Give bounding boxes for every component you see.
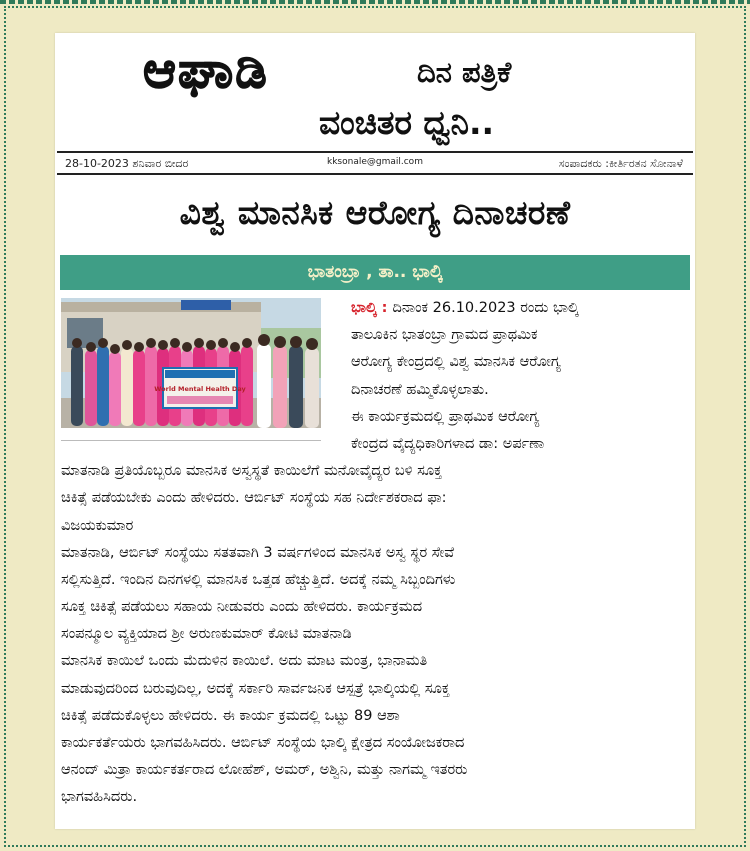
article-line: ಭಾಗವಹಿಸಿದರು. bbox=[61, 789, 138, 806]
tagline: ವಂಚಿತರ ಧ್ವನಿ.. bbox=[319, 103, 495, 142]
article-line: ಆರೋಗ್ಯ ಕೇಂದ್ರದಲ್ಲಿ ವಿಶ್ವ ಮಾನಸಿಕ ಆರೋಗ್ಯ bbox=[351, 354, 561, 371]
article-headline: ವಿಶ್ವ ಮಾನಸಿಕ ಆರೋಗ್ಯ ದಿನಾಚರಣೆ bbox=[179, 193, 571, 232]
newspaper-clipping bbox=[55, 33, 695, 829]
frame-top-border bbox=[0, 0, 750, 4]
article-lines-beside-photo bbox=[61, 295, 689, 458]
article-line: ಮಾತನಾಡಿ, ಆರ್ಬಿಟ್ ಸಂಸ್ಥೆಯು ಸತತವಾಗಿ 3 ವರ್ಷಗಳಿಂದ ಮಾನಸಿಕ ಅಸ್ವ ಸ್ಥರ ಸೇವೆ bbox=[61, 544, 455, 561]
photo-banner-text: World Mental Health Day bbox=[154, 385, 246, 393]
article-line: ಸಂಪನ್ಮೂಲ ವ್ಯಕ್ತಿಯಾದ ಶ್ರೀ ಅರುಣಕುಮಾರ್ ಕೋಟಿ ಮಾತನಾಡಿ bbox=[61, 626, 352, 643]
article-line bbox=[61, 295, 689, 322]
article-line: ಮಾನಸಿಕ ಕಾಯಿಲೆ ಒಂದು ಮೆದುಳಿನ ಕಾಯಿಲೆ. ಅದು ಮಾಟ ಮಂತ್ರ, ಭಾನಾಮತಿ bbox=[61, 653, 428, 670]
article-line: ತಾಲೂಕಿನ ಭಾತಂಬ್ರಾ ಗ್ರಾಮದ ಪ್ರಾಥಮಿಕ bbox=[351, 327, 538, 344]
article-line: ಚಿಕಿತ್ಸೆ ಪಡೆಯಬೇಕು ಎಂದು ಹೇಳಿದರು. ಆರ್ಬಿಟ್ ಸಂಸ್ಥೆಯ ಸಹ ನಿರ್ದೇಶಕರಾದ ಫಾ: bbox=[61, 490, 447, 507]
article-line: ಚಿಕಿತ್ಸೆ ಪಡೆದುಕೊಳ್ಳಲು ಹೇಳಿದರು. ಈ ಕಾರ್ಯ ಕ್ರಮದಲ್ಲಿ ಒಟ್ಟು 89 ಆಶಾ bbox=[61, 707, 400, 724]
editor-name: ಸಂಪಾದಕರು :ಕೀರ್ತಿರತನ ಸೋನಾಳೆ bbox=[558, 157, 683, 170]
issue-date: 28-10-2023 ಶನಿವಾರ ಬೀದರ bbox=[65, 157, 189, 170]
article-line: ಕಾರ್ಯಕರ್ತೆಯರು ಭಾಗವಹಿಸಿದರು. ಆರ್ಬಿಟ್ ಸಂಸ್ಥೆಯ ಭಾಲ್ಕಿ ಕ್ಷೇತ್ರದ ಸಂಯೋಜಕರಾದ bbox=[61, 735, 465, 751]
article-line: ಮಾತನಾಡಿ ಪ್ರತಿಯೊಬ್ಬರೂ ಮಾನಸಿಕ ಅಸ್ವಸ್ಥತೆ ಕಾಯಿಲೆಗೆ ಮನೋವೈದ್ಯರ ಬಳಿ ಸೂಕ್ತ bbox=[61, 463, 442, 480]
contact-email: kksonale@gmail.com bbox=[327, 157, 423, 167]
dateline-place: ಭಾಲ್ಕಿ : bbox=[351, 300, 393, 316]
article-line: ವಿಜಯಕುಮಾರ bbox=[61, 517, 134, 534]
place-bar: ಭಾತಂಬ್ರಾ , ತಾ.. ಭಾಲ್ಕಿ bbox=[60, 255, 690, 290]
daily-label: ದಿನ ಪತ್ರಿಕೆ bbox=[417, 55, 512, 89]
newspaper-logo: ಆಘಾಡಿ bbox=[143, 41, 269, 99]
article-line: ಕೇಂದ್ರದ ವೈದ್ಯಧಿಕಾರಿಗಳಾದ ಡಾ: ಅರ್ಪಣಾ bbox=[351, 435, 545, 452]
article-line-text: ದಿನಾಂಕ 26.10.2023 ರಂದು ಭಾಲ್ಕಿ bbox=[392, 300, 579, 316]
info-bar bbox=[57, 151, 693, 175]
article-lines-full-width bbox=[61, 458, 689, 811]
article-line: ಸೂಕ್ತ ಚಿಕಿತ್ಸೆ ಪಡೆಯಲು ಸಹಾಯ ನೀಡುವರು ಎಂದು ಹೇಳಿದರು. ಕಾರ್ಯಕ್ರಮದ bbox=[61, 599, 423, 616]
article-line: ಆನಂದ್ ಮಿತ್ರಾ ಕಾರ್ಯಕರ್ತರಾದ ಲೋಹೆಶ್, ಅಮರ್, ಅಶ್ವಿನಿ, ಮತ್ತು ನಾಗಮ್ಮ ಇತರರು bbox=[61, 762, 468, 779]
article-line: ಈ ಕಾರ್ಯಕ್ರಮದಲ್ಲಿ ಪ್ರಾಥಮಿಕ ಆರೋಗ್ಯ bbox=[351, 408, 540, 425]
article-line: ಮಾಡುವುದರಿಂದ ಬರುವುದಿಲ್ಲ, ಅದಕ್ಕೆ ಸರ್ಕಾರಿ ಸಾರ್ವಜನಿಕ ಆಸ್ಪತ್ರೆ ಭಾಲ್ಕಿಯಲ್ಲಿ ಸೂಕ್ತ bbox=[61, 680, 450, 697]
article-line: ಸಲ್ಲಿಸುತ್ತಿದೆ. ಇಂದಿನ ದಿನಗಳಲ್ಲಿ ಮಾನಸಿಕ ಒತ್ತಡ ಹೆಚ್ಚುತ್ತಿದೆ. ಅದಕ್ಕೆ ನಮ್ಮ ಸಿಬ್ಬಂದಿಗಳು bbox=[61, 571, 456, 588]
article-line: ದಿನಾಚರಣೆ ಹಮ್ಮಿಕೊಳ್ಳಲಾತು. bbox=[351, 381, 489, 398]
masthead bbox=[55, 33, 695, 151]
article-body bbox=[61, 295, 689, 812]
